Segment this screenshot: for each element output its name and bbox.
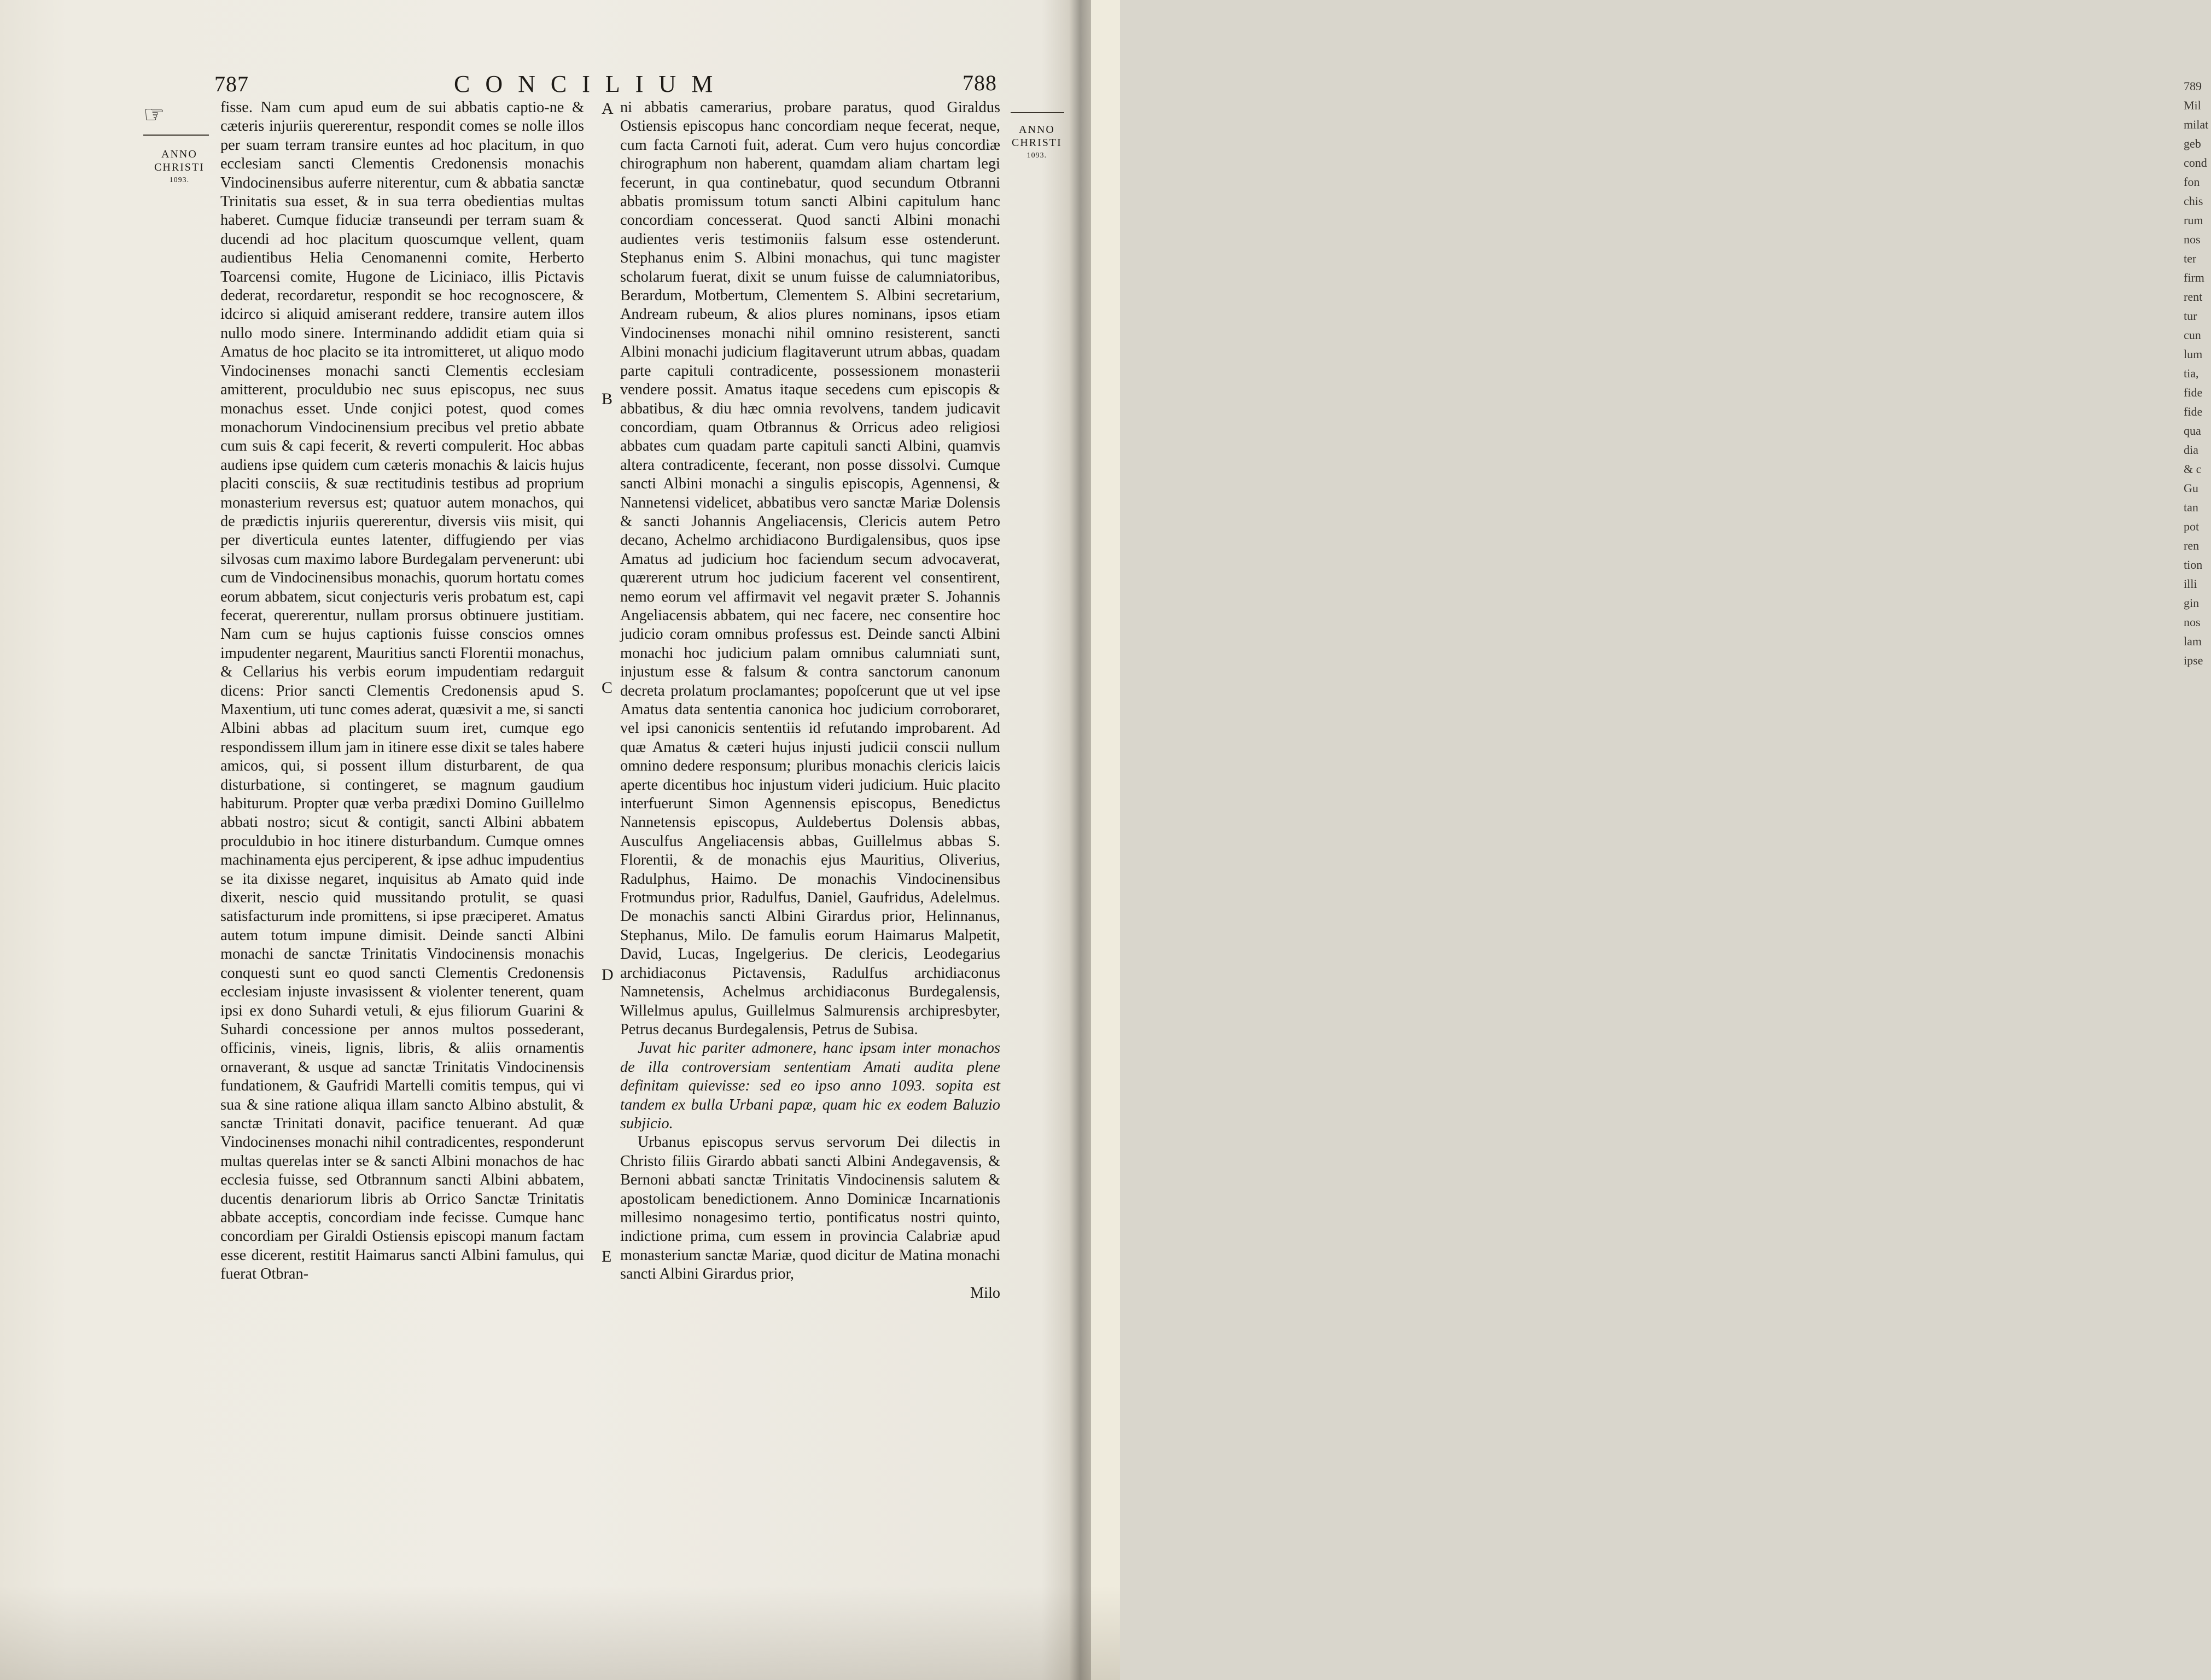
section-letter-c: C bbox=[602, 679, 613, 697]
paragraph-bull-of-urban: Urbanus episcopus servus servorum Dei dilectis in Christo filiis Girardo abbati sancti Albini Andegavensis, & Bernoni abbati sanctæ Trinitatis Vindocinensis salutem & apostolicam benedictionem. Anno Dominicæ Incarnationis millesimo nonagesimo tertio, pontificatus nostri quinto, indictione prima, cum essem in provincia Calabriæ apud monasterium sanctæ Mariæ, quod dicitur de Matina monachi sancti Albini Girardus prior, bbox=[620, 1134, 1000, 1283]
text-column-right bbox=[620, 98, 1000, 1303]
margin-year-right: 1093. bbox=[1026, 151, 1047, 160]
section-letter-e: E bbox=[602, 1247, 612, 1265]
next-page-edge bbox=[1091, 0, 2209, 1680]
margin-year-left: 1093. bbox=[169, 176, 190, 184]
margin-anno-left: ANNO bbox=[161, 148, 197, 160]
margin-note-left bbox=[154, 148, 205, 187]
pointing-hand-icon: ☞ bbox=[143, 101, 165, 128]
catchword: Milo bbox=[970, 1284, 1000, 1302]
book-gutter-shadow bbox=[1069, 0, 1091, 1680]
next-page-edge-text: 789 Mil milat geb cond fon chis rum nos ter firm rent tur cun lum tia, fide fide qua dia & c Gu tan pot ren tion illi gin nos lam ipse bbox=[2184, 79, 2209, 667]
margin-anno-right: ANNO bbox=[1019, 124, 1055, 136]
paragraph-right-1: ni abbatis camerarius, probare paratus, quod Giraldus Ostiensis episcopus hanc concordiam neque fecerat, neque, cum facta Carnoti fuit, aderat. Cum vero hujus concordiæ chirographum non haberent, quamdam aliam chartam legi fecerunt, in qua continebatur, quod secundum Otbranni abbatis promissum totum sancti Albini capitulum hanc concordiam concesserat. Quod sancti Albini monachi audientes veris testimoniis falsum esse ostenderunt. Stephanus enim S. Albini monachus, qui tunc magister scholarum fuerat, dixit se unum fuisse de calumniatoribus, Berardum, Motbertum, Clementem S. Albini secretarium, Andream rubeum, & alios plures nominans, ipsos etiam Vindocinenses monachi nihil omnino resisterent, sancti Albini monachi judicium flagitaverunt utrum abbas, quadam parte capituli contradicente, possessionem monasterii vendere possit. Amatus itaque secedens cum episcopis & abbatibus, & diu hæc omnia revolvens, tandem judicavit concordiam, quam Otbrannus & Orricus adeo religiosi abbates cum quadam parte capituli sancti Albini, quamvis altera contradicente, fecerant, non posse dissolvi. Cumque sancti Albini monachi a singulis episcopis, Agennensi, & Nannetensi videlicet, abbatibus vero sanctæ Mariæ Dolensis & sancti Johannis Angeliacensis, Clericis autem Petro decano, Achelmo archidiacono Burdigalensibus, quos ipse Amatus ad judicium hoc faciendum secum advocaverat, quærerent utrum hoc judicium facerent vel consentirent, nemo eorum vel affirmavit vel negavit præter S. Johannis Angeliacensis abbatem, qui nec facere, nec consentire hoc judicio coram omnibus professus est. Deinde sancti Albini monachi hoc judicium palam omnibus calumniati sunt, injustum esse & falsum & contra sanctorum canonum decreta prolatum proclamantes; popoſcerunt que ut vel ipse Amatus data sententia canonica hoc judicium corroboraret, vel ipsi canonicis sententiis id refutando improbarent. Ad quæ Amatus & cæteri hujus injusti judicii conscii nullum omnino dedere responsum; pluribus monachis clericis laicis aperte dicentibus hoc injustum videri judicium. Huic placito interfuerunt Simon Agennensis episcopus, Benedictus Nannetensis episcopus, Auldebertus Dolensis abbas, Ausculfus Angeliacensis abbas, Guillelmus abbas S. Florentii, & de monachis ejus Mauritius, Oliverius, Radulphus, Haimo. De monachis Vindocinensibus Frotmundus prior, Radulfus, Daniel, Gaufridus, Adelelmus. De monachis sancti Albini Girardus prior, Helinnanus, Stephanus, Milo. De famulis eorum Haimarus Malpetit, David, Lucas, Ingelgerius. De clericis, Leodegarius archidiaconus Pictavensis, Radulfus archidiaconus Namnetensis, Achelmus archidiaconus Burdegalensis, Willelmus apulus, Guillelmus Salmurensis archipresbyter, Petrus decanus Burdegalensis, Petrus de Subisa. bbox=[620, 99, 1000, 1038]
section-letter-d: D bbox=[602, 966, 614, 984]
margin-christi-left: CHRISTI bbox=[154, 161, 205, 173]
editor-note-italic: Juvat hic pariter admonere, hanc ipsam inter monachos de illa controversiam sententiam Amati audita plene definitam quievisse: sed eo ipso anno 1093. sopita est tandem ex bulla Urbani papæ, quam hic ex eodem Baluzio subjicio. bbox=[620, 1040, 1000, 1132]
page-number-left: 787 bbox=[214, 72, 249, 96]
margin-rule-right bbox=[1011, 112, 1064, 113]
section-letter-a: A bbox=[602, 100, 614, 118]
margin-christi-right: CHRISTI bbox=[1012, 137, 1062, 149]
running-title: CONCILIUM bbox=[454, 71, 728, 97]
margin-rule-left bbox=[143, 135, 209, 136]
page-number-right: 788 bbox=[962, 71, 997, 95]
margin-note-right bbox=[1012, 123, 1062, 162]
paragraph-left-1: fisse. Nam cum apud eum de sui abbatis captio-ne & cæteris injuriis quererentur, respondit comes se nolle illos per suam terram transire euntes ad hoc placitum, in quo ecclesiam sancti Clementis Credonensis monachis Vindocinensibus auferre niterentur, cum & abbatia sanctæ Trinitatis sua esset, & in sua terra obedientias multas haberet. Cumque fiduciæ transeundi per terram suam & ducendi ad hoc placitum quoscumque vellent, quam audientibus Helia Cenomanenni comite, Herberto Toarcensi comite, Hugone de Liciniaco, illis Pictavis dederat, recordaretur, respondit se hoc recognoscere, & idcirco si aliquid amiserant reddere, transire autem illos nullo modo sinere. Interminando addidit etiam quia si Amatus de hoc placito se ita intromitteret, ut aliquo modo Vindocinenses monachi sancti Clementis ecclesiam amitterent, proculdubio nec suus episcopus, nec suus monachus esset. Unde conjici potest, quod comes monachorum Vindocinensium precibus vel pretio abbate cum suis & capi fecerit, & reverti compulerit. Hoc abbas audiens ipse quidem cum cæteris monachis & laicis hujus placiti consciis, & suæ rectitudinis testibus ad proprium monasterium reversus est; quatuor autem monachos, qui de prædictis injuriis quererentur, diversis viis misit, qui per diverticula euntes latenter, diffugiendo per vias silvosas cum maximo labore Burdegalam pervenerunt: ubi cum de Vindocinensibus monachis, quorum hortatu comes eorum abbatem, sicut conjecturis veris probatum est, capi fecerat, quererentur, nullam prorsus obtinuere justitiam. Nam cum se hujus captionis fuisse conscios omnes impudenter negarent, Mauritius sancti Florentii monachus, & Cellarius his verbis eorum impudentiam redarguit dicens: Prior sancti Clementis Credonensis apud S. Maxentium, uti tunc comes aderat, quæsivit a me, si sancti Albini abbas ad placitum suum iret, cumque ego respondissem illum jam in itinere esse dixit se tales habere amicos, qui, si possent illum disturbarent, de qua disturbatione, si contingeret, se magnum gaudium habiturum. Propter quæ verba prædixi Domino Guillelmo abbati nostro; sicut & contigit, sancti Albini abbatem proculdubio in hoc itinere disturbandum. Cumque omnes machinamenta ejus perciperent, & ipse adhuc impudentius se ita dixisse negaret, inquisitus ab Amato quid inde dixerit, nescio quid mussitando protulit, se quasi satisfacturum inde promittens, si ipse præciperet. Amatus autem totum impune dimisit. Deinde sancti Albini monachi de sanctæ Trinitatis Vindocinensis monachis conquesti sunt eo quod sancti Clementis Credonensis ecclesiam injuste invasissent & violenter tenerent, quam ipsi ex dono Suhardi vetuli, & ejus filiorum Guarini & Suhardi concessione per annos multos possederant, officinis, vineis, lignis, libris, & aliis ornamentis ornaverant, & usque ad sanctæ Trinitatis Vindocinensis fundationem, & Gaufridi Martelli comitis tempus, qui vi sua & sine ratione aliqua illam sancto Albino abstulit, & sanctæ Trinitati donavit, pacifice tenuerant. Ad quæ Vindocinenses monachi nihil contradicentes, responderunt multas querelas inter se & sancti Albini monachos de hac ecclesia fuisse, sed Otbrannum sancti Albini abbatem, ducentis denariorum libris ab Orrico Sanctæ Trinitatis abbate acceptis, concordiam inde fecisse. Cumque hanc concordiam per Giraldi Ostiensis episcopi manum factam esse dicerent, restitit Haimarus sancti Albini famulus, qui fuerat Otbran- bbox=[220, 99, 584, 1283]
page-bottom-shadow bbox=[0, 1586, 1120, 1680]
text-column-left bbox=[220, 98, 584, 1284]
section-letter-b: B bbox=[602, 390, 613, 408]
